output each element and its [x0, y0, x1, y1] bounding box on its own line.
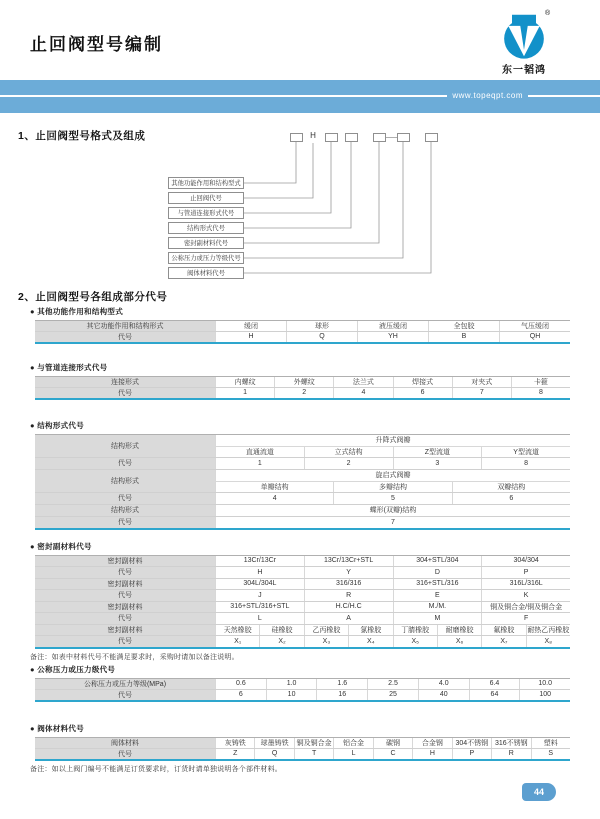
table-cell: 蝶形(双瓣)结构: [215, 505, 570, 516]
table-note: 备注：如以上阀门编号不能满足订货要求时，订货时请单独说明各个部件材料。: [30, 765, 282, 773]
table-cell: 64: [469, 690, 520, 700]
table-cell: 304/304: [481, 556, 570, 567]
table-cell: 乙丙橡胶: [304, 625, 348, 636]
table-cell: 外螺纹: [274, 377, 333, 387]
table-cell: 0.6: [215, 679, 266, 689]
table-cell: X₈: [526, 636, 570, 647]
table-cell: 25: [367, 690, 418, 700]
table-cell: 16: [316, 690, 367, 700]
table-label-cell: 代号: [35, 749, 215, 759]
website-url[interactable]: www.topeqpt.com: [447, 91, 528, 101]
table-cell: 6: [393, 388, 452, 398]
table-cell: 焊接式: [393, 377, 452, 387]
table-cell: J: [215, 590, 304, 601]
table-label-cell: 连接形式: [35, 377, 215, 387]
table-lines: [215, 505, 570, 516]
table-line: [215, 505, 570, 516]
table-label-cell: 密封副材料: [35, 625, 215, 636]
model-box-1: [290, 133, 303, 142]
table-label-cell: 公称压力或压力等级(MPa): [35, 679, 215, 689]
table-label-cell: 其它功能作用和结构形式: [35, 321, 215, 331]
code-table: [35, 555, 570, 649]
table-label-cell: 结构形式: [35, 435, 215, 457]
table-cell: 10.0: [519, 679, 570, 689]
table-cell: YH: [357, 332, 428, 342]
table-cell: 2.5: [367, 679, 418, 689]
table-cell: 双瓣结构: [452, 482, 570, 492]
table-cell: 4: [333, 388, 392, 398]
table-cell: 气压缓闭: [499, 321, 570, 331]
section2-heading: 2、止回阀型号各组成部分代号: [18, 291, 168, 303]
table-cell: 1.0: [266, 679, 317, 689]
table-row-group: [35, 469, 570, 492]
table-cell: R: [304, 590, 393, 601]
table-line: [215, 332, 570, 342]
table-cell: 卡箍: [511, 377, 570, 387]
diagram-label-body-material: 阀体材料代号: [168, 267, 244, 279]
company-logo: [489, 12, 559, 76]
model-box-6: [425, 133, 438, 142]
table-label-cell: 代号: [35, 690, 215, 700]
table-line: [215, 567, 570, 578]
table-cell: 6: [215, 690, 266, 700]
table-label-cell: 代号: [35, 332, 215, 342]
table-row-group: [35, 624, 570, 636]
table-lines: [215, 458, 570, 469]
table-cell: X₆: [437, 636, 481, 647]
table-cell: 氯橡胶: [348, 625, 392, 636]
table-cell: S: [531, 749, 570, 759]
table-cell: 316不锈钢: [491, 738, 530, 748]
table-cell: H: [215, 332, 286, 342]
table-lines: [215, 579, 570, 590]
table-line: [215, 636, 570, 647]
table-row-group: [35, 516, 570, 528]
diagram-label-structure: 结构形式代号: [168, 222, 244, 234]
table-lines: [215, 321, 570, 331]
table-label-cell: 代号: [35, 636, 215, 647]
table-cell: Y型流道: [481, 447, 570, 457]
table-row-group: [35, 457, 570, 469]
table-cell: 合金钢: [412, 738, 451, 748]
table-cell: 旋启式阀瓣: [215, 470, 570, 481]
table-cell: 304不锈钢: [452, 738, 491, 748]
table-lines: [215, 602, 570, 613]
model-box-2: [325, 133, 338, 142]
section1-heading: 1、止回阀型号格式及组成: [18, 130, 146, 142]
diagram-label-seal-material: 密封副材料代号: [168, 237, 244, 249]
table-cell: F: [481, 613, 570, 624]
table-cell: 40: [418, 690, 469, 700]
table-cell: 7: [452, 388, 511, 398]
table-cell: 丁腈橡胶: [393, 625, 437, 636]
code-table: [35, 737, 570, 761]
table-cell: Y: [304, 567, 393, 578]
table-cell: Q: [286, 332, 357, 342]
table-cell: 13Cr/13Cr: [215, 556, 304, 567]
table-cell: 缓闭: [215, 321, 286, 331]
table-cell: 铜及铜合金: [294, 738, 333, 748]
table-label-cell: 密封副材料: [35, 579, 215, 590]
table-cell: P: [481, 567, 570, 578]
table-cell: P: [452, 749, 491, 759]
code-table: [35, 376, 570, 400]
table-cell: Z: [215, 749, 254, 759]
table-cell: C: [373, 749, 412, 759]
table-row-group: [35, 679, 570, 689]
table-row-group: [35, 635, 570, 647]
table-cell: X₇: [481, 636, 525, 647]
model-letter-h: H: [310, 131, 316, 140]
table-lines: [215, 388, 570, 398]
table-cell: 铜及铜合金/铜及铜合金: [481, 602, 570, 613]
table-note: 备注：如表中材料代号不能满足要求时，采购时请加以备注说明。: [30, 653, 239, 661]
table-line: [215, 321, 570, 331]
table-line: [215, 435, 570, 446]
table-cell: 铝合金: [333, 738, 372, 748]
table-line: [215, 613, 570, 624]
table-row-group: [35, 738, 570, 748]
table-title: ● 阀体材料代号: [30, 724, 85, 733]
table-lines: [215, 332, 570, 342]
diagram-label-pressure: 公称压力或压力等级代号: [168, 252, 244, 264]
table-cell: 法兰式: [333, 377, 392, 387]
table-label-cell: 密封副材料: [35, 556, 215, 567]
table-cell: A: [304, 613, 393, 624]
table-cell: 球形: [286, 321, 357, 331]
table-line: [215, 470, 570, 481]
table-label-cell: 结构形式: [35, 505, 215, 516]
table-lines: [215, 517, 570, 528]
table-line: [215, 579, 570, 590]
table-lines: [215, 749, 570, 759]
table-cell: M./M.: [393, 602, 482, 613]
table-line: [215, 679, 570, 689]
table-row-group: [35, 492, 570, 504]
table-label-cell: 代号: [35, 493, 215, 504]
table-cell: 碳钢: [373, 738, 412, 748]
table-cell: 液压缓闭: [357, 321, 428, 331]
table-cell: 全包胶: [428, 321, 499, 331]
table-cell: Z型流道: [393, 447, 482, 457]
table-lines: [215, 636, 570, 647]
table-cell: 立式结构: [304, 447, 393, 457]
table-line: [215, 625, 570, 636]
table-lines: [215, 679, 570, 689]
diagram-label-function: 其他功能作用和结构型式: [168, 177, 244, 189]
table-line: [215, 377, 570, 387]
table-line: [215, 738, 570, 748]
table-cell: 316+STL/316: [393, 579, 482, 590]
table-block: [30, 306, 570, 344]
table-cell: 3: [393, 458, 482, 469]
table-line: [215, 458, 570, 469]
table-lines: [215, 470, 570, 492]
table-block: [30, 664, 570, 702]
table-cell: 6: [452, 493, 570, 504]
table-cell: 2: [304, 458, 393, 469]
table-cell: 单瓣结构: [215, 482, 333, 492]
table-row-group: [35, 748, 570, 759]
table-cell: 316+STL/316+STL: [215, 602, 304, 613]
table-line: [215, 690, 570, 700]
table-row-group: [35, 377, 570, 387]
table-cell: H: [215, 567, 304, 578]
table-cell: QH: [499, 332, 570, 342]
table-row-group: [35, 601, 570, 613]
table-cell: 8: [511, 388, 570, 398]
table-title: ● 结构形式代号: [30, 421, 85, 430]
table-line: [215, 590, 570, 601]
table-cell: 100: [519, 690, 570, 700]
table-block: [30, 723, 570, 774]
table-block: [30, 362, 570, 400]
table-cell: T: [294, 749, 333, 759]
diagram-label-connection: 与管道连接形式代号: [168, 207, 244, 219]
table-cell: 对夹式: [452, 377, 511, 387]
table-cell: M: [393, 613, 482, 624]
table-label-cell: 代号: [35, 590, 215, 601]
table-row-group: [35, 589, 570, 601]
table-row-group: [35, 689, 570, 700]
table-cell: E: [393, 590, 482, 601]
table-cell: 4.0: [418, 679, 469, 689]
table-cell: H.C/H.C: [304, 602, 393, 613]
table-label-cell: 代号: [35, 458, 215, 469]
table-cell: 1: [215, 458, 304, 469]
table-cell: 塑料: [531, 738, 570, 748]
table-cell: 球墨铸铁: [254, 738, 293, 748]
table-lines: [215, 556, 570, 567]
table-cell: 1: [215, 388, 274, 398]
table-title: ● 与管道连接形式代号: [30, 363, 108, 372]
table-line: [215, 481, 570, 492]
table-cell: 多瓣结构: [333, 482, 451, 492]
table-label-cell: 代号: [35, 388, 215, 398]
company-logo-icon: [500, 10, 551, 60]
model-box-4: [373, 133, 386, 142]
table-lines: [215, 625, 570, 636]
table-label-cell: 结构形式: [35, 470, 215, 492]
table-cell: 316L/316L: [481, 579, 570, 590]
table-title: ● 其他功能作用和结构型式: [30, 307, 124, 316]
table-cell: 13Cr/13Cr+STL: [304, 556, 393, 567]
table-cell: K: [481, 590, 570, 601]
table-cell: 1.6: [316, 679, 367, 689]
table-label-cell: 代号: [35, 613, 215, 624]
table-row-group: [35, 331, 570, 342]
table-row-group: [35, 566, 570, 578]
table-line: [215, 388, 570, 398]
table-row-group: [35, 612, 570, 624]
table-cell: X₁: [215, 636, 259, 647]
table-block: [30, 541, 570, 662]
table-cell: X₂: [259, 636, 303, 647]
table-cell: X₅: [393, 636, 437, 647]
table-title: ● 公称压力或压力级代号: [30, 665, 116, 674]
table-cell: 直通流道: [215, 447, 304, 457]
table-line: [215, 517, 570, 528]
table-block: [30, 420, 570, 530]
table-lines: [215, 590, 570, 601]
table-cell: R: [491, 749, 530, 759]
table-cell: D: [393, 567, 482, 578]
table-cell: 耐热乙丙橡胶: [526, 625, 570, 636]
table-cell: 2: [274, 388, 333, 398]
table-cell: 4: [215, 493, 333, 504]
table-cell: 7: [215, 517, 570, 528]
table-cell: 5: [333, 493, 451, 504]
table-title: ● 密封副材料代号: [30, 542, 92, 551]
table-row-group: [35, 556, 570, 567]
table-label-cell: 阀体材料: [35, 738, 215, 748]
table-line: [215, 749, 570, 759]
table-label-cell: 代号: [35, 567, 215, 578]
table-cell: 氟橡胶: [481, 625, 525, 636]
table-cell: 天然橡胶: [215, 625, 259, 636]
table-cell: 6.4: [469, 679, 520, 689]
table-cell: B: [428, 332, 499, 342]
table-cell: L: [333, 749, 372, 759]
table-cell: X₄: [348, 636, 392, 647]
table-row-group: [35, 321, 570, 331]
table-label-cell: 密封副材料: [35, 602, 215, 613]
table-cell: 耐磨橡胶: [437, 625, 481, 636]
table-cell: 内螺纹: [215, 377, 274, 387]
code-table: [35, 320, 570, 344]
table-line: [215, 602, 570, 613]
page-title: 止回阀型号编制: [30, 35, 163, 54]
table-lines: [215, 377, 570, 387]
table-lines: [215, 690, 570, 700]
table-lines: [215, 435, 570, 457]
model-box-5: [397, 133, 410, 142]
registered-mark-icon: ®: [545, 10, 551, 17]
table-cell: 升降式阀瓣: [215, 435, 570, 446]
table-label-cell: 代号: [35, 517, 215, 528]
table-cell: 304+STL/304: [393, 556, 482, 567]
page-number-badge: 44: [522, 783, 556, 801]
table-row-group: [35, 578, 570, 590]
table-cell: L: [215, 613, 304, 624]
code-table: [35, 434, 570, 530]
table-lines: [215, 493, 570, 504]
table-row-group: [35, 504, 570, 516]
table-cell: 8: [481, 458, 570, 469]
top-banner: [0, 80, 600, 113]
company-name: 东一韬鸿: [502, 65, 546, 76]
diagram-label-check-valve: 止回阀代号: [168, 192, 244, 204]
code-table: [35, 678, 570, 702]
table-cell: Q: [254, 749, 293, 759]
table-lines: [215, 567, 570, 578]
table-line: [215, 556, 570, 567]
table-lines: [215, 738, 570, 748]
table-line: [215, 493, 570, 504]
table-cell: 10: [266, 690, 317, 700]
table-row-group: [35, 435, 570, 457]
table-cell: X₃: [304, 636, 348, 647]
table-cell: 304L/304L: [215, 579, 304, 590]
model-box-3: [345, 133, 358, 142]
table-line: [215, 446, 570, 457]
table-cell: H: [412, 749, 451, 759]
table-cell: 316/316: [304, 579, 393, 590]
table-cell: 硅橡胶: [259, 625, 303, 636]
table-row-group: [35, 387, 570, 398]
table-cell: 灰铸铁: [215, 738, 254, 748]
table-lines: [215, 613, 570, 624]
